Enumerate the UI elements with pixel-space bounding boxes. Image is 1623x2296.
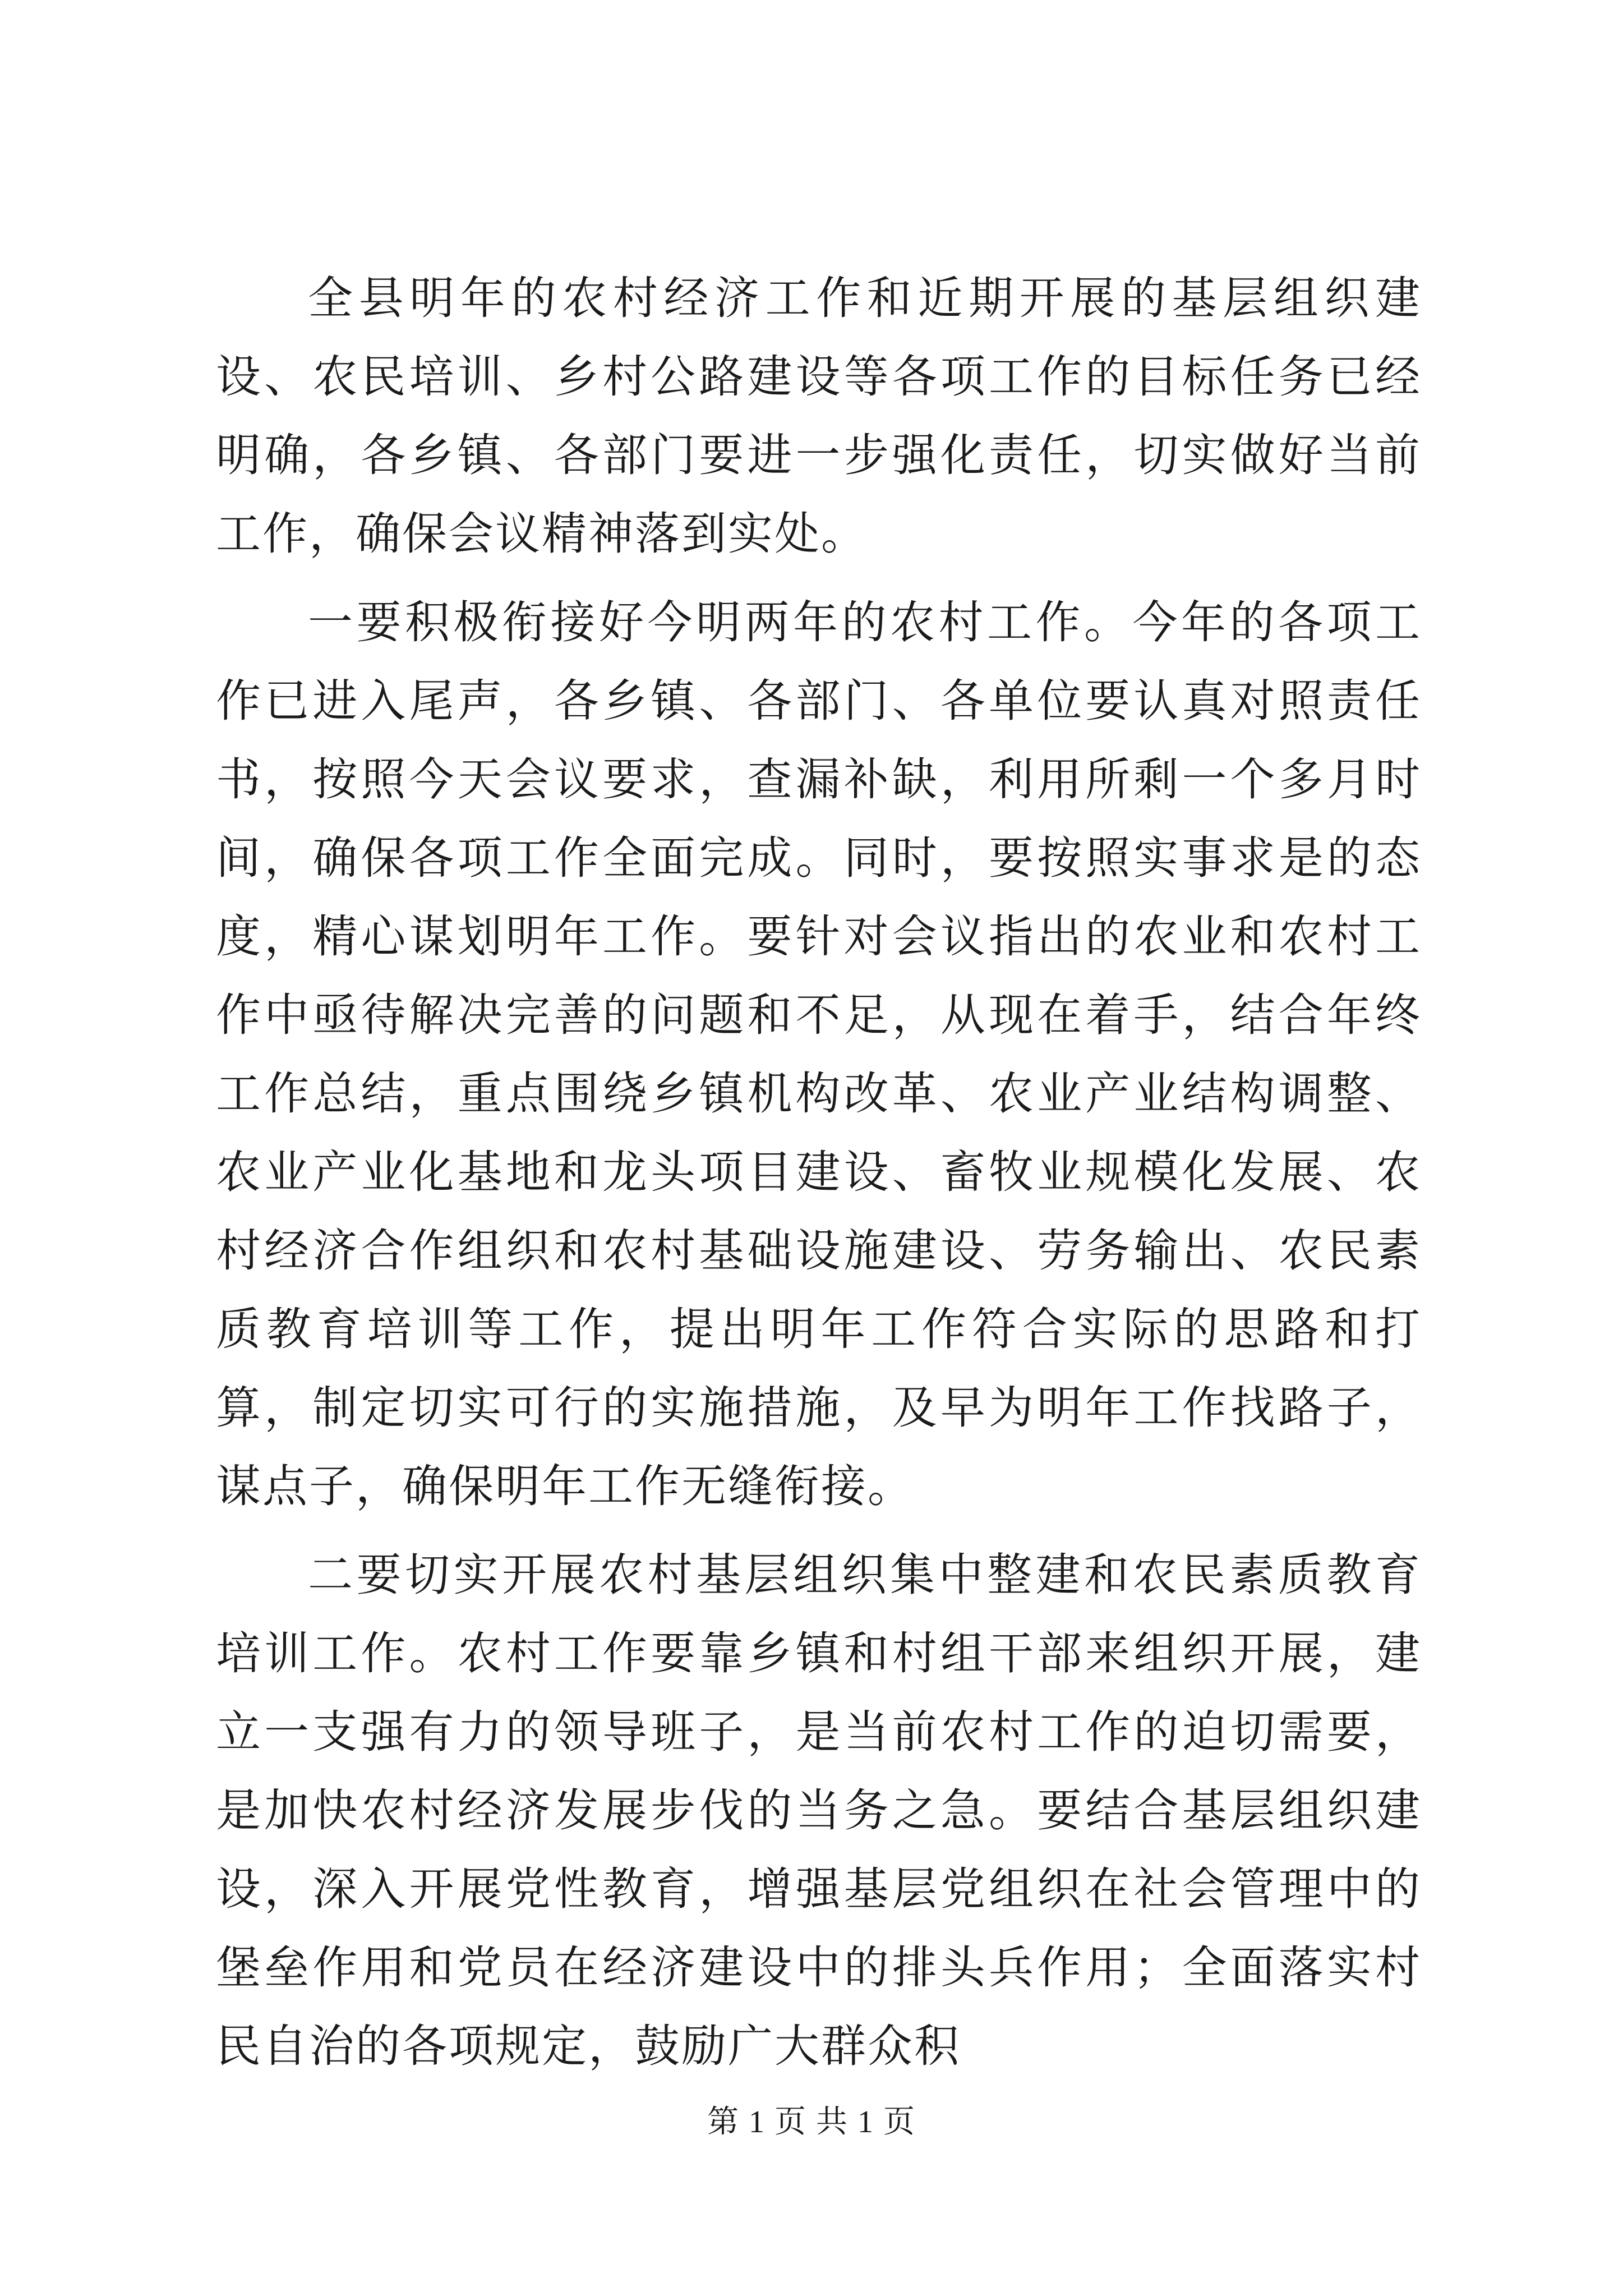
paragraph-3: 二要切实开展农村基层组织集中整建和农民素质教育培训工作。农村工作要靠乡镇和村组干部来组织开展，建立一支强有力的领导班子，是当前农村工作的迫切需要，是加快农村经济发展步伐的当务之急。要结合基层组织建设，深入开展党性教育，增强基层党组织在社会管理中的堡垒作用和党员在经济建设中的排头兵作用；全面落实村民自治的各项规定，鼓励广大群众积	[216, 1549, 1422, 2072]
paragraph-1: 全县明年的农村经济工作和近期开展的基层组织建设、农民培训、乡村公路建设等各项工作的目标任务已经明确，各乡镇、各部门要进一步强化责任，切实做好当前工作，确保会议精神落到实处。	[216, 272, 1422, 560]
page-footer: 第 1 页 共 1 页	[707, 2105, 916, 2139]
document-body	[216, 259, 1422, 2096]
paragraph-2: 一要积极衔接好今明两年的农村工作。今年的各项工作已进入尾声，各乡镇、各部门、各单位要认真对照责任书，按照今天会议要求，查漏补缺，利用所剩一个多月时间，确保各项工作全面完成。同时，要按照实事求是的态度，精心谋划明年工作。要针对会议指出的农业和农村工作中亟待解决完善的问题和不足，从现在着手，结合年终工作总结，重点围绕乡镇机构改革、农业产业结构调整、农业产业化基地和龙头项目建设、畜牧业规模化发展、农村经济合作组织和农村基础设施建设、劳务输出、农民素质教育培训等工作，提出明年工作符合实际的思路和打算，制定切实可行的实施措施，及早为明年工作找路子，谋点子，确保明年工作无缝衔接。	[216, 596, 1422, 1512]
